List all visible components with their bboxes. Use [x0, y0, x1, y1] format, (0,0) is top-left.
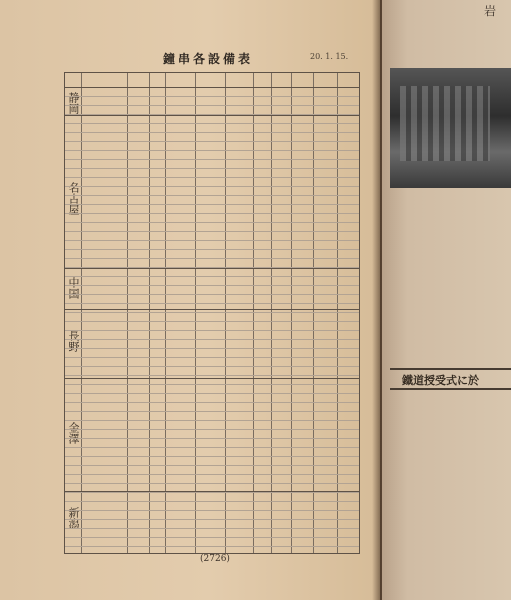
row-rule: [65, 231, 359, 232]
row-rule: [65, 537, 359, 538]
row-rule: [65, 114, 359, 115]
row-rule: [65, 366, 359, 367]
row-rule: [65, 321, 359, 322]
row-rule: [65, 150, 359, 151]
locomotive-photo: [390, 68, 511, 188]
row-rule: [65, 303, 359, 304]
row-rule: [65, 411, 359, 412]
region-label: 中国: [67, 277, 80, 299]
row-rule: [65, 213, 359, 214]
row-rule: [65, 222, 359, 223]
row-rule: [65, 267, 359, 268]
equipment-table: [64, 72, 360, 554]
row-rule: [65, 483, 359, 484]
row-rule: [65, 105, 359, 106]
region-label: 新潟: [67, 507, 80, 529]
row-rule: [65, 510, 359, 511]
row-rule: [65, 375, 359, 376]
col-divider: [313, 73, 314, 553]
col-divider: [253, 73, 254, 553]
row-rule: [65, 348, 359, 349]
table-title: 鐘串各設備表: [162, 52, 253, 66]
col-divider: [225, 73, 226, 553]
region-divider: [65, 309, 359, 310]
row-rule: [65, 330, 359, 331]
row-rule: [65, 285, 359, 286]
col-divider: [291, 73, 292, 553]
row-rule: [65, 474, 359, 475]
row-rule: [65, 312, 359, 313]
row-rule: [65, 465, 359, 466]
col-divider: [195, 73, 196, 553]
right-page: [382, 0, 511, 600]
row-rule: [65, 294, 359, 295]
row-rule: [65, 249, 359, 250]
row-rule: [65, 132, 359, 133]
row-rule: [65, 393, 359, 394]
row-rule: [65, 546, 359, 547]
row-rule: [65, 420, 359, 421]
row-rule: [65, 438, 359, 439]
region-label: 名古屋: [67, 181, 80, 215]
row-rule: [65, 186, 359, 187]
region-label: 静岡: [67, 92, 80, 114]
col-divider: [165, 73, 166, 553]
row-rule: [65, 528, 359, 529]
row-rule: [65, 123, 359, 124]
row-rule: [65, 276, 359, 277]
region-label: 金澤: [67, 422, 80, 444]
row-rule: [65, 492, 359, 493]
region-divider: [65, 115, 359, 116]
right-heading: 鐵道授受式に於: [390, 368, 511, 390]
row-rule: [65, 456, 359, 457]
row-rule: [65, 240, 359, 241]
row-rule: [65, 141, 359, 142]
col-divider: [127, 73, 128, 553]
row-rule: [65, 177, 359, 178]
row-rule: [65, 339, 359, 340]
row-rule: [65, 519, 359, 520]
header-divider: [65, 87, 359, 88]
row-rule: [65, 204, 359, 205]
row-rule: [65, 96, 359, 97]
row-rule: [65, 258, 359, 259]
row-rule: [65, 447, 359, 448]
region-label: 長野: [67, 329, 80, 352]
date-note: 20. 1. 15.: [310, 52, 349, 61]
page-number: (2726): [200, 554, 230, 564]
col-divider: [337, 73, 338, 553]
row-rule: [65, 168, 359, 169]
row-rule: [65, 384, 359, 385]
photo-detail: [400, 86, 490, 161]
col-divider: [271, 73, 272, 553]
row-rule: [65, 501, 359, 502]
row-rule: [65, 195, 359, 196]
row-rule: [65, 402, 359, 403]
row-rule: [65, 357, 359, 358]
col-divider: [149, 73, 150, 553]
row-rule: [65, 159, 359, 160]
col-divider: [81, 73, 82, 553]
region-divider: [65, 268, 359, 269]
corner-character: 岩: [484, 4, 497, 18]
row-rule: [65, 429, 359, 430]
region-divider: [65, 378, 359, 379]
